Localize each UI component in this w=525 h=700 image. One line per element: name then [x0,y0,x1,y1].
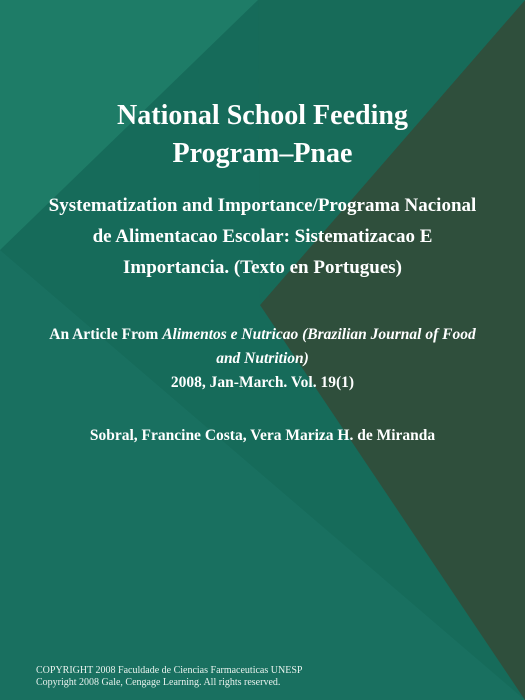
issue-info: 2008, Jan-March. Vol. 19(1) [170,374,355,391]
cover-subtitle [20,190,505,283]
article-source [20,323,505,395]
source-prefix: An Article From [49,326,159,343]
subtitle-line-2: de Alimentacao Escolar: Sistematizacao E [92,226,433,247]
title-line-1: National School Feeding [117,100,408,131]
copyright-notice [36,665,516,689]
cover-title [20,97,505,173]
subtitle-line-3: Importancia. (Texto en Portugues) [123,257,402,278]
copyright-line-2: Copyright 2008 Gale, Cengage Learning. All rights reserved. [36,677,281,688]
subtitle-line-1: Systematization and Importance/Programa Nacional [48,195,477,216]
title-line-2: Program–Pnae [172,138,353,169]
copyright-line-1: COPYRIGHT 2008 Faculdade de Ciencias Farmaceuticas UNESP [36,665,303,676]
journal-name-line-1: Alimentos e Nutricao (Brazilian Journal of Food [162,326,476,343]
author-list: Sobral, Francine Costa, Vera Mariza H. de Miranda [89,427,436,444]
journal-name-line-2: and Nutrition) [216,350,309,367]
